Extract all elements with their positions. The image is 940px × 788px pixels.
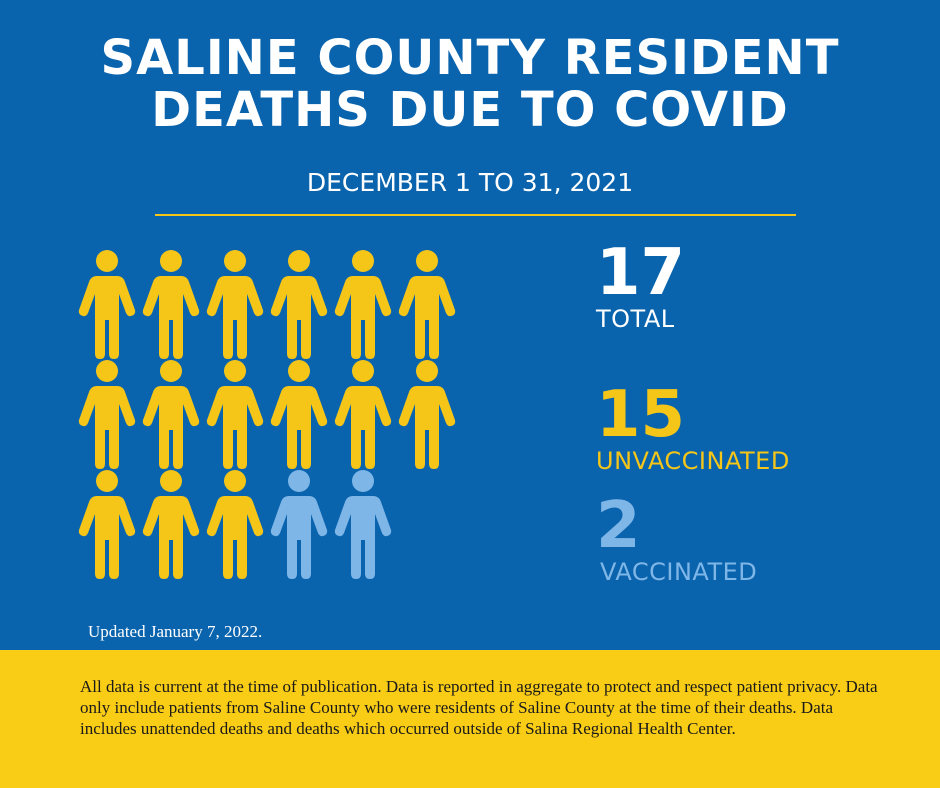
person-icon-unvaccinated	[334, 358, 392, 470]
page-title	[0, 32, 940, 136]
person-icon-unvaccinated	[206, 248, 264, 360]
person-icon-unvaccinated	[270, 248, 328, 360]
person-icon-unvaccinated	[398, 248, 456, 360]
person-icon-unvaccinated	[398, 358, 456, 470]
total-number: 17	[596, 236, 686, 310]
person-icon-unvaccinated	[334, 248, 392, 360]
title-line-1: SALINE COUNTY RESIDENT	[100, 30, 840, 86]
vaccinated-label: VACCINATED	[600, 558, 758, 586]
disclaimer-text: All data is current at the time of publication. Data is reported in aggregate to protect and respect patient privacy. Data only include patients from Saline County who were residents of Saline County at the time of their deaths. Data includes unattended deaths and deaths which occurred outside of Salina Regional Health Center.	[80, 677, 878, 738]
person-icon-unvaccinated	[78, 248, 136, 360]
stat-vaccinated	[596, 489, 758, 586]
person-icon-unvaccinated	[142, 468, 200, 580]
total-label: TOTAL	[596, 305, 675, 333]
person-icon-unvaccinated	[206, 468, 264, 580]
person-icon-unvaccinated	[78, 468, 136, 580]
person-icon-unvaccinated	[78, 358, 136, 470]
updated-date: Updated January 7, 2022.	[88, 622, 263, 641]
person-icon-vaccinated	[270, 468, 328, 580]
people-grid	[78, 248, 468, 578]
footer-disclaimer	[0, 650, 940, 788]
stat-unvaccinated	[596, 378, 790, 475]
date-range: DECEMBER 1 TO 31, 2021	[306, 168, 634, 197]
unvaccinated-label: UNVACCINATED	[596, 447, 790, 475]
unvaccinated-number: 15	[596, 378, 686, 452]
vaccinated-number: 2	[596, 489, 641, 563]
person-icon-unvaccinated	[142, 248, 200, 360]
person-icon-unvaccinated	[270, 358, 328, 470]
person-icon-vaccinated	[334, 468, 392, 580]
stat-total	[596, 236, 686, 333]
person-icon-unvaccinated	[206, 358, 264, 470]
title-line-2: DEATHS DUE TO COVID	[151, 82, 789, 138]
divider	[155, 214, 796, 216]
person-icon-unvaccinated	[142, 358, 200, 470]
